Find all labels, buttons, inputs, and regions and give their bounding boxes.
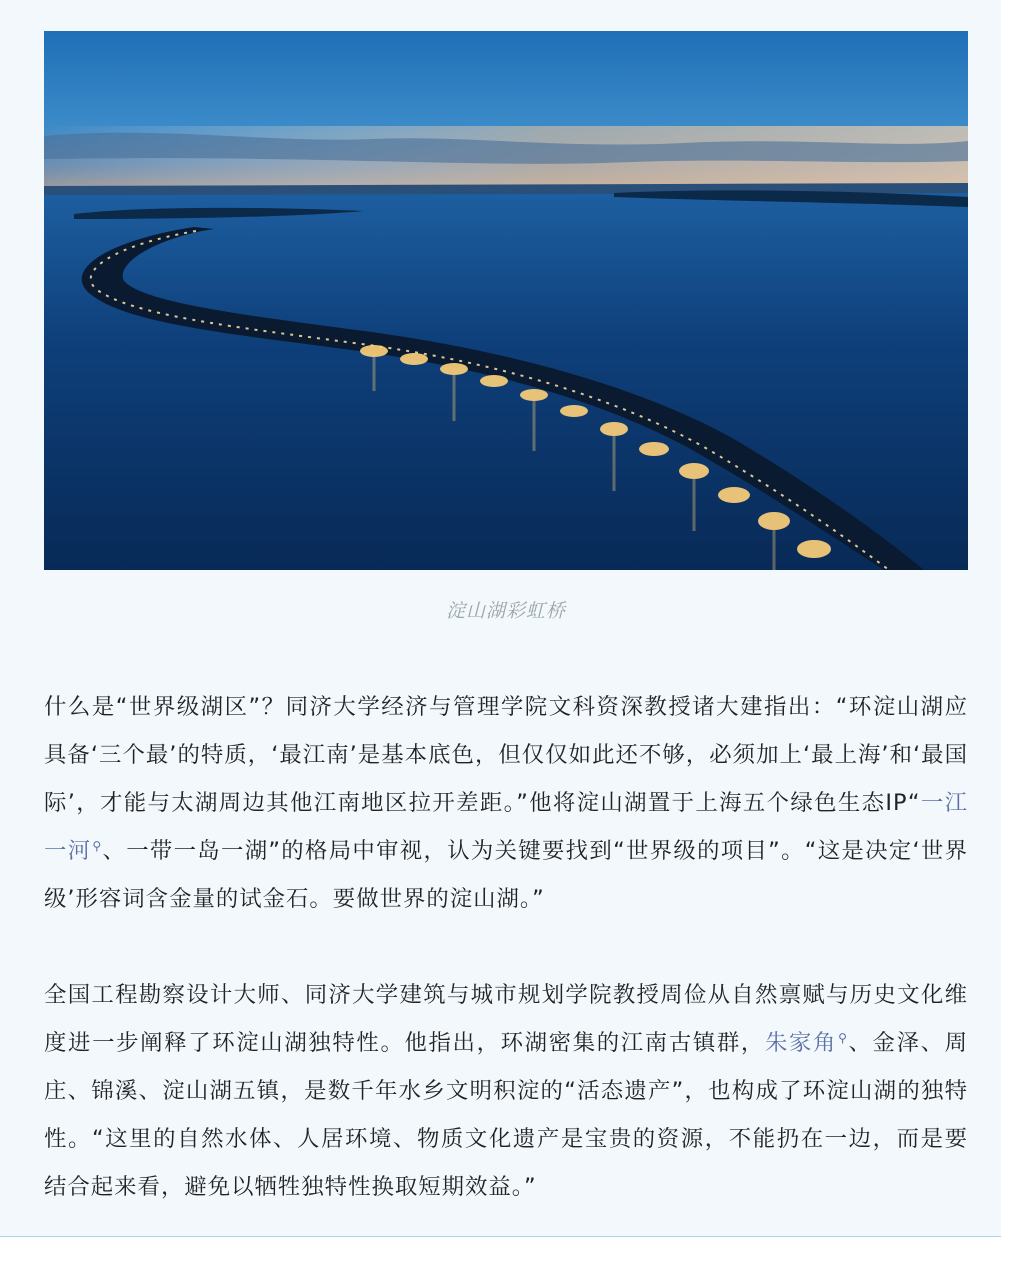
bridge-photo bbox=[44, 31, 968, 570]
keyword-link-yijiangyihe[interactable]: 一江一河 bbox=[44, 790, 969, 864]
paragraph-text: 、一带一岛一湖”的格局中审视，认为关键要找到“世界级的项目”。“这是决定‘世界级’形容词含金量的试金石。要做世界的淀山湖。” bbox=[44, 838, 968, 912]
search-icon[interactable]: ⚲ bbox=[838, 1030, 848, 1045]
paragraph-text: 全国工程勘察设计大师、同济大学建筑与城市规划学院教授周俭从自然禀赋与历史文化维度进一步阐释了环淀山湖独特性。他指出，环湖密集的江南古镇群， bbox=[44, 982, 968, 1056]
paragraph-text: 、金泽、周庄、锦溪、淀山湖五镇，是数千年水乡文明积淀的“活态遗产”，也构成了环淀山湖的独特性。“这里的自然水体、人居环境、物质文化遗产是宝贵的资源，不能扔在一边，而是要结合起来看，避免以牺牲独特性换取短期效益。” bbox=[44, 1030, 969, 1200]
keyword-link-zhujiajiao[interactable]: 朱家角 bbox=[764, 1030, 838, 1056]
search-icon[interactable]: ⚲ bbox=[92, 838, 103, 853]
article-paragraph bbox=[44, 683, 968, 923]
article-paragraph bbox=[44, 971, 968, 1211]
paragraph-text: 什么是“世界级湖区”？同济大学经济与管理学院文科资深教授诸大建指出：“环淀山湖应具备‘三个最’的特质，‘最江南’是基本底色，但仅仅如此还不够，必须加上‘最上海’和‘最国际’，才能与太湖周边其他江南地区拉开差距。”他将淀山湖置于上海五个绿色生态IP“ bbox=[44, 694, 968, 816]
image-caption: 淀山湖彩虹桥 bbox=[445, 600, 566, 622]
